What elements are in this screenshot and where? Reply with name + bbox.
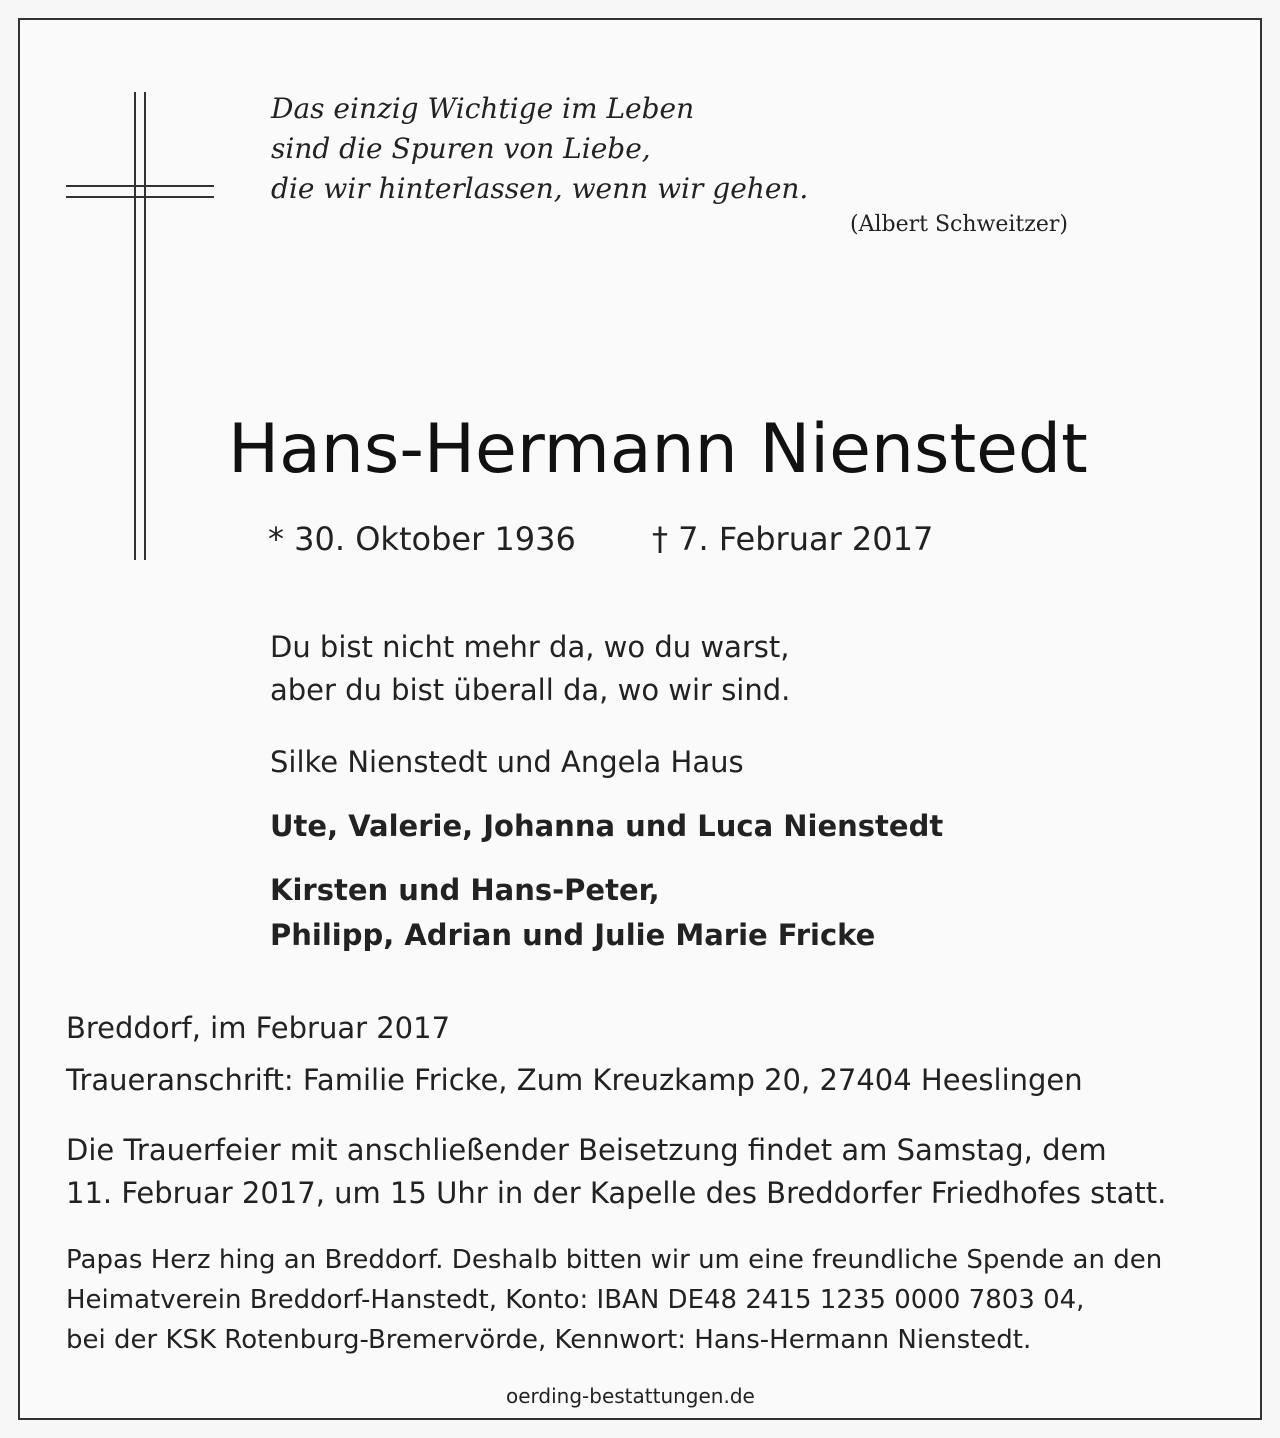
donation-line-1: Papas Herz hing an Breddorf. Deshalb bitten wir um eine freundliche Spende an den (66, 1245, 1163, 1275)
mourners-group-3-line-1: Kirsten und Hans-Peter, (270, 873, 660, 907)
cross-icon-horizontal-top (66, 185, 214, 187)
quote-line-3: die wir hinterlassen, wenn wir gehen. (271, 172, 809, 205)
mourners-group-3-line-2: Philipp, Adrian und Julie Marie Fricke (270, 918, 876, 952)
place-date: Breddorf, im Februar 2017 (66, 1011, 451, 1045)
quote-line-2: sind die Spuren von Liebe, (271, 132, 651, 165)
donation-line-2: Heimatverein Breddorf-Hanstedt, Konto: IBAN DE48 2415 1235 0000 7803 04, (66, 1285, 1085, 1315)
cross-icon-horizontal-bottom (66, 196, 214, 198)
cross-icon-vertical-left (134, 92, 136, 560)
mourners-group-1: Silke Nienstedt und Angela Haus (270, 745, 744, 779)
quote-author: (Albert Schweitzer) (850, 212, 1068, 237)
death-date: † 7. Februar 2017 (652, 520, 934, 558)
deceased-name: Hans-Hermann Nienstedt (228, 410, 1088, 489)
footer-website: oerding-bestattungen.de (506, 1384, 755, 1408)
ceremony-line-2: 11. Februar 2017, um 15 Uhr in der Kapelle des Breddorfer Friedhofes statt. (66, 1176, 1167, 1210)
verse-line-2: aber du bist überall da, wo wir sind. (270, 673, 791, 707)
birth-date: * 30. Oktober 1936 (268, 520, 576, 558)
cross-icon-vertical-right (144, 92, 146, 560)
verse-line-1: Du bist nicht mehr da, wo du warst, (270, 630, 790, 664)
ceremony-line-1: Die Trauerfeier mit anschließender Beisetzung findet am Samstag, dem (66, 1133, 1107, 1167)
mourning-address: Traueranschrift: Familie Fricke, Zum Kreuzkamp 20, 27404 Heeslingen (66, 1063, 1083, 1097)
donation-line-3: bei der KSK Rotenburg-Bremervörde, Kennwort: Hans-Hermann Nienstedt. (66, 1325, 1032, 1355)
mourners-group-2: Ute, Valerie, Johanna und Luca Nienstedt (270, 809, 944, 843)
quote-line-1: Das einzig Wichtige im Leben (271, 92, 695, 125)
